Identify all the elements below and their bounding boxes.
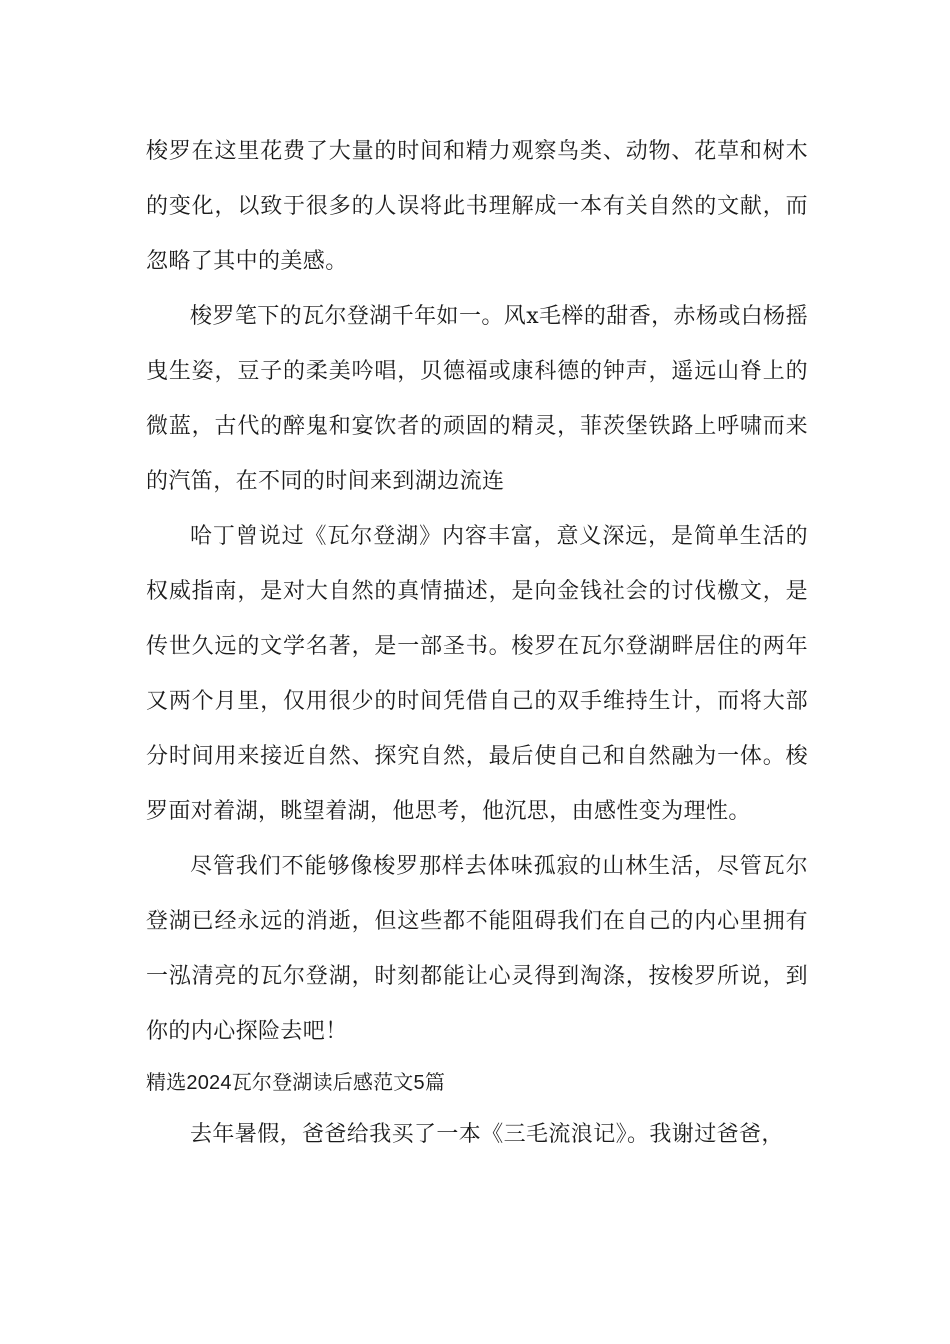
section-heading: 精选2024瓦尔登湖读后感范文5篇	[146, 1072, 446, 1094]
paragraph-5: 去年暑假，爸爸给我买了一本《三毛流浪记》。我谢过爸爸，	[190, 1122, 784, 1147]
paragraph-3: 哈丁曾说过《瓦尔登湖》内容丰富，意义深远，是简单生活的权威指南，是对大自然的真情描述，是向金钱社会的讨伐檄文，是传世久远的文学名著，是一部圣书。梭罗在瓦尔登湖畔居住的两年又两个月里，仅用很少的时间凭借自己的双手维持生计，而将大部分时间用来接近自然、探究自然，最后使自己和自然融为一体。梭罗面对着湖，眺望着湖，他思考，他沉思，由感性变为理性。	[146, 524, 808, 824]
document-body	[146, 124, 808, 1162]
paragraph-1: 梭罗在这里花费了大量的时间和精力观察鸟类、动物、花草和树木的变化，以致于很多的人误将此书理解成一本有关自然的文献，而忽略了其中的美感。	[146, 139, 808, 274]
paragraph-2: 梭罗笔下的瓦尔登湖千年如一。风x毛榉的甜香，赤杨或白杨摇曳生姿，豆子的柔美吟唱，贝德福或康科德的钟声，遥远山脊上的微蓝，古代的醉鬼和宴饮者的顽固的精灵，菲茨堡铁路上呼啸而来的汽笛，在不同的时间来到湖边流连	[146, 304, 808, 494]
paragraph-4: 尽管我们不能够像梭罗那样去体味孤寂的山林生活，尽管瓦尔登湖已经永远的消逝，但这些都不能阻碍我们在自己的内心里拥有一泓清亮的瓦尔登湖，时刻都能让心灵得到淘涤，按梭罗所说，到你的内心探险去吧！	[146, 854, 808, 1044]
